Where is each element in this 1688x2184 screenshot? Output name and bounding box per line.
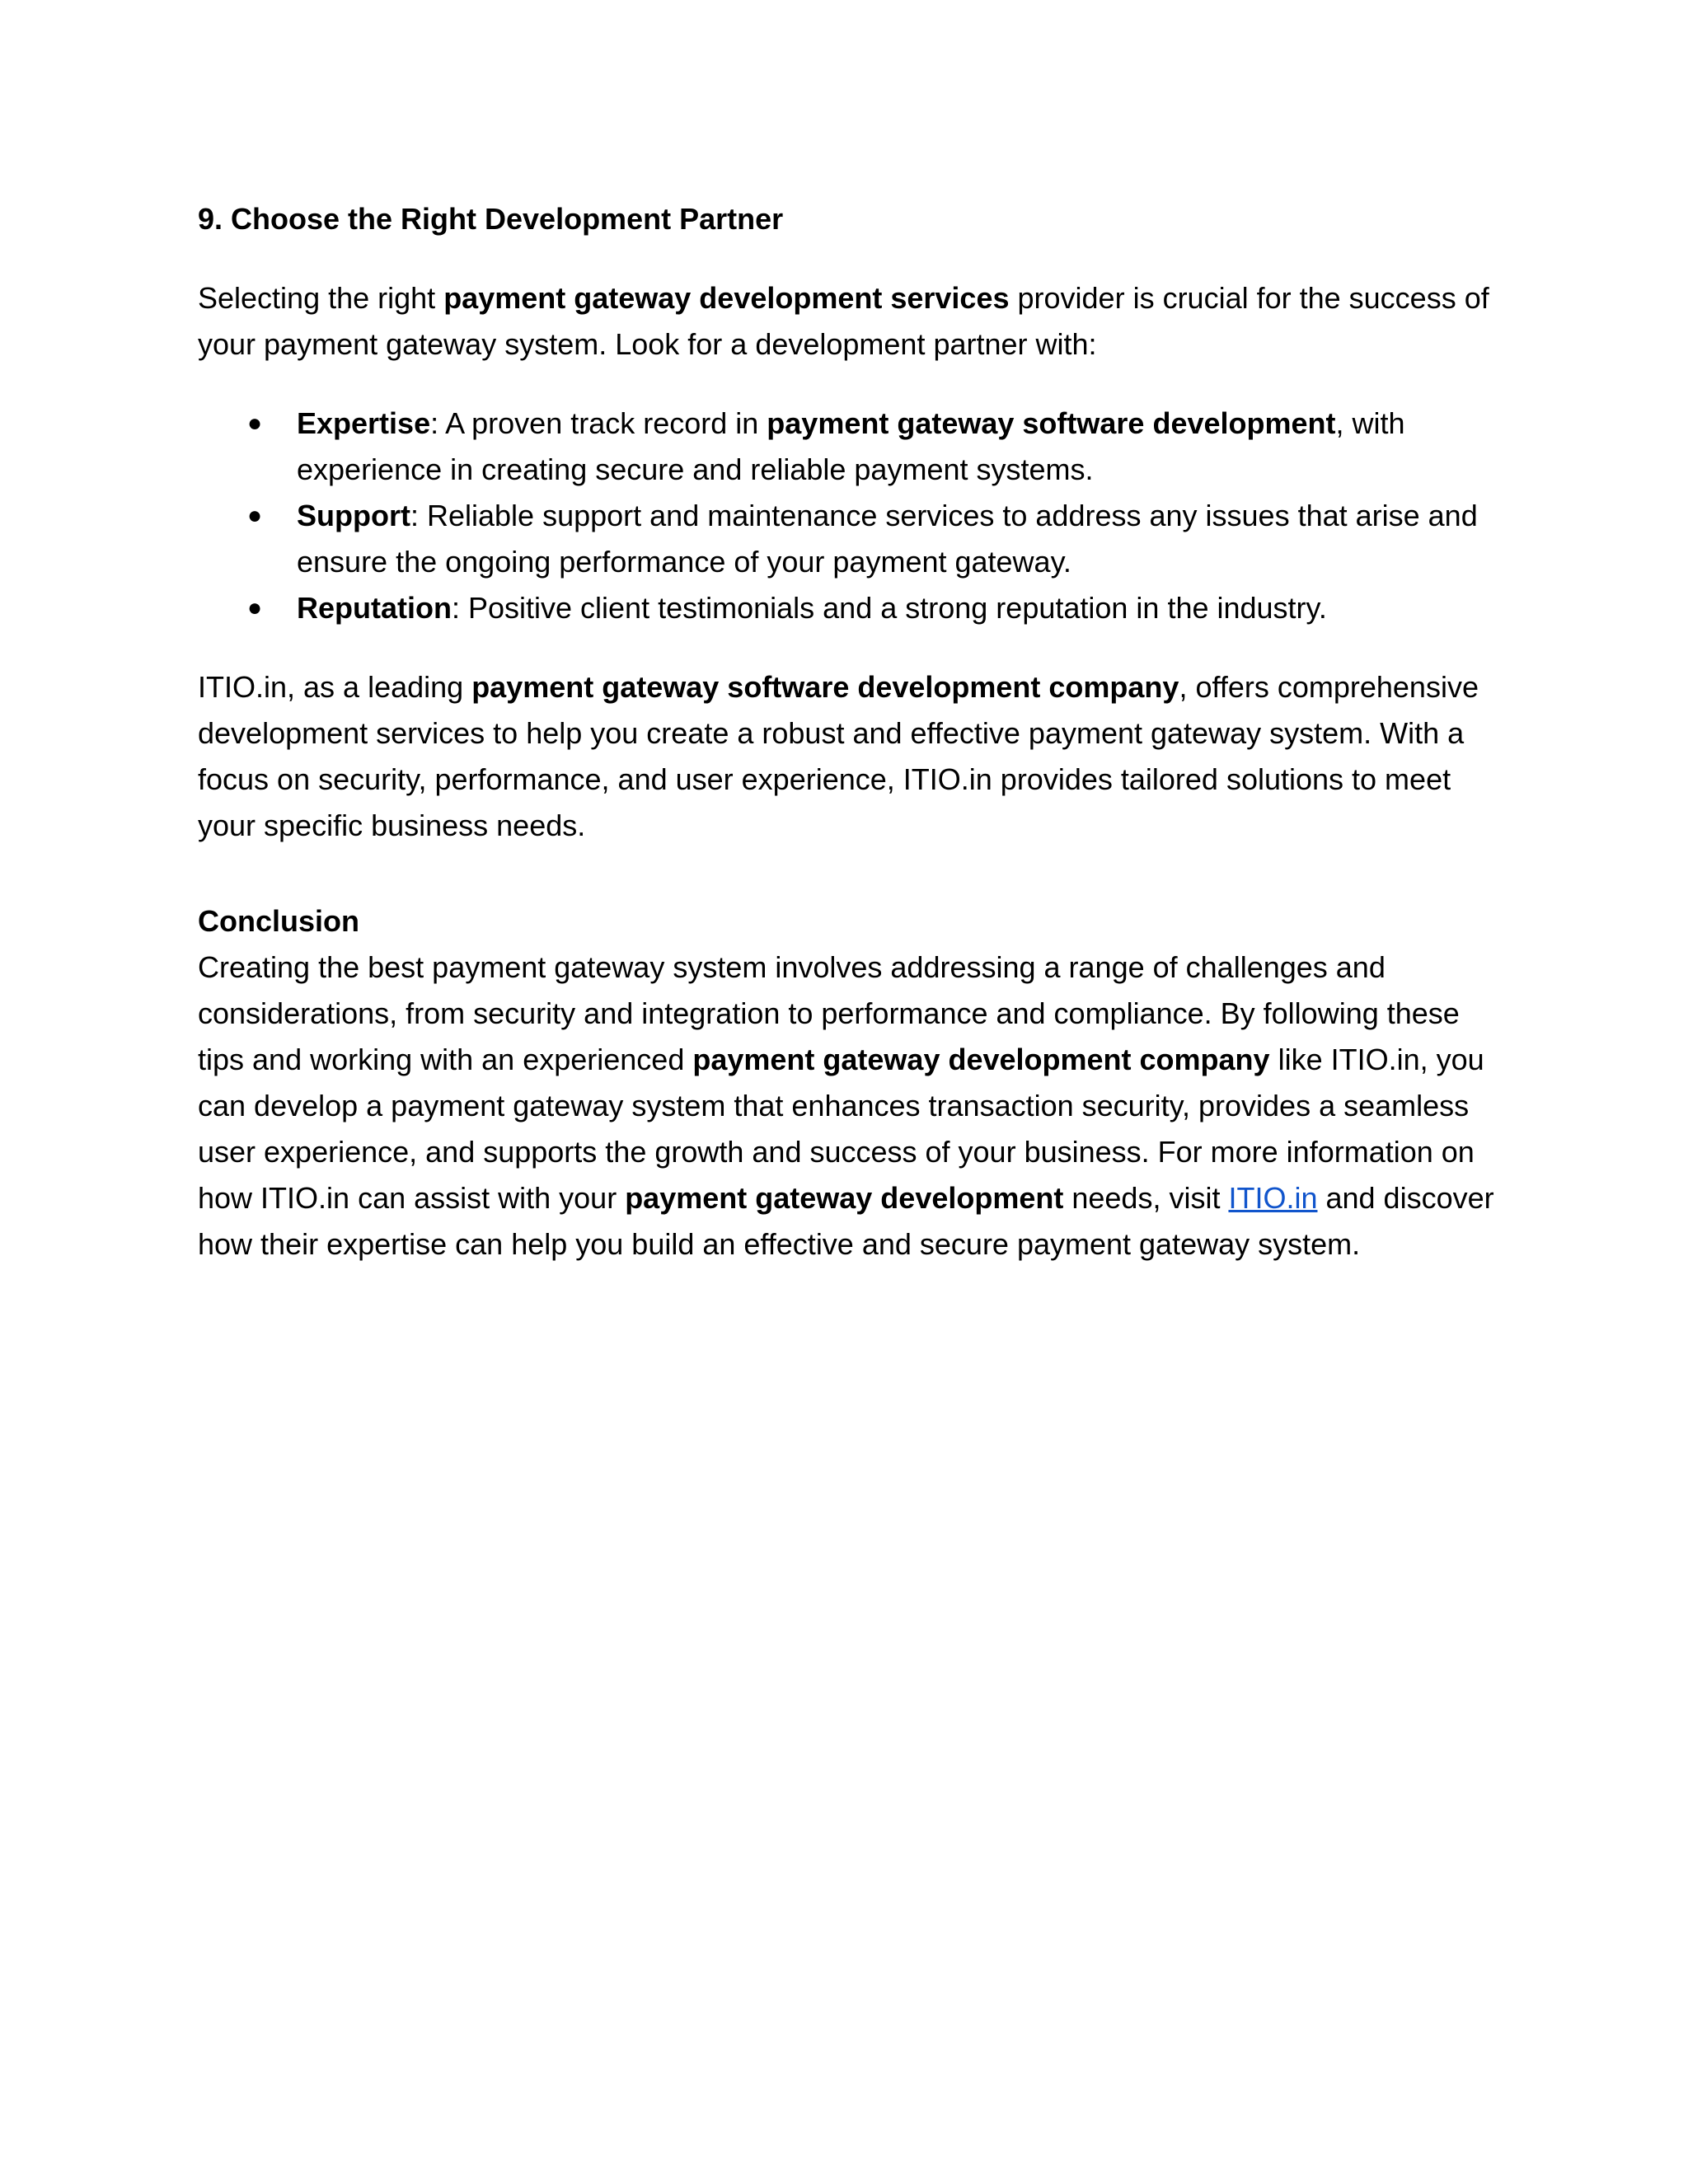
list-item-text: : Positive client testimonials and a strong reputation in the industry.: [451, 591, 1327, 625]
conclusion-bold-2: payment gateway development: [625, 1181, 1064, 1215]
list-item-text-end: , with experience in creating secure and reliable payment systems.: [297, 406, 1405, 486]
intro-text: Selecting the right: [198, 281, 444, 315]
conclusion-paragraph: [198, 944, 1500, 1268]
list-item-reputation: [247, 585, 1500, 631]
bullet-icon: ●: [247, 594, 263, 621]
list-item-title: Support: [297, 499, 410, 532]
list-item-title: Expertise: [297, 406, 431, 440]
conclusion-text-3: needs, visit: [1063, 1181, 1229, 1215]
list-item-support: [247, 493, 1500, 585]
itio-text: ITIO.in, as a leading: [198, 670, 472, 704]
itio-bold: payment gateway software development company: [471, 670, 1179, 704]
list-item-text: : Reliable support and maintenance services to address any issues that arise and ensure the ongoing performance of your payment gateway.: [297, 499, 1478, 579]
conclusion-heading: Conclusion: [198, 904, 359, 938]
list-item-text: : A proven track record in: [430, 406, 767, 440]
list-item-bold: payment gateway software development: [767, 406, 1336, 440]
list-item-expertise: [247, 401, 1500, 493]
bullet-icon: ●: [247, 502, 263, 529]
document-content: [198, 196, 1500, 1268]
conclusion-text: Creating the best payment gateway system involves addressing a range of challenges and considerations, from security and integration to performance and compliance. By following these tips and working with an experienced: [198, 950, 1460, 1076]
intro-bold: payment gateway development services: [443, 281, 1010, 315]
itio-paragraph: [198, 664, 1500, 849]
conclusion-bold: payment gateway development company: [692, 1043, 1270, 1076]
itio-text-end: , offers comprehensive development services to help you create a robust and effective payment gateway system. With a focus on security, performance, and user experience, ITIO.in provides tailored solutions to meet your specific business needs.: [198, 670, 1479, 842]
conclusion-text-2: like ITIO.in, you can develop a payment gateway system that enhances transaction security, provides a seamless user experience, and supports the growth and success of your business. For more information on how ITIO.in can assist with your: [198, 1043, 1484, 1215]
list-item-title: Reputation: [297, 591, 452, 625]
conclusion-text-4: and discover how their expertise can help you build an effective and secure payment gateway system.: [198, 1181, 1494, 1261]
intro-paragraph: [198, 275, 1500, 368]
partner-criteria-list: [198, 401, 1500, 631]
intro-text-end: provider is crucial for the success of your payment gateway system. Look for a development partner with:: [198, 281, 1489, 361]
section-heading: 9. Choose the Right Development Partner: [198, 202, 784, 236]
bullet-icon: ●: [247, 410, 263, 437]
itio-link[interactable]: ITIO.in: [1228, 1181, 1318, 1215]
